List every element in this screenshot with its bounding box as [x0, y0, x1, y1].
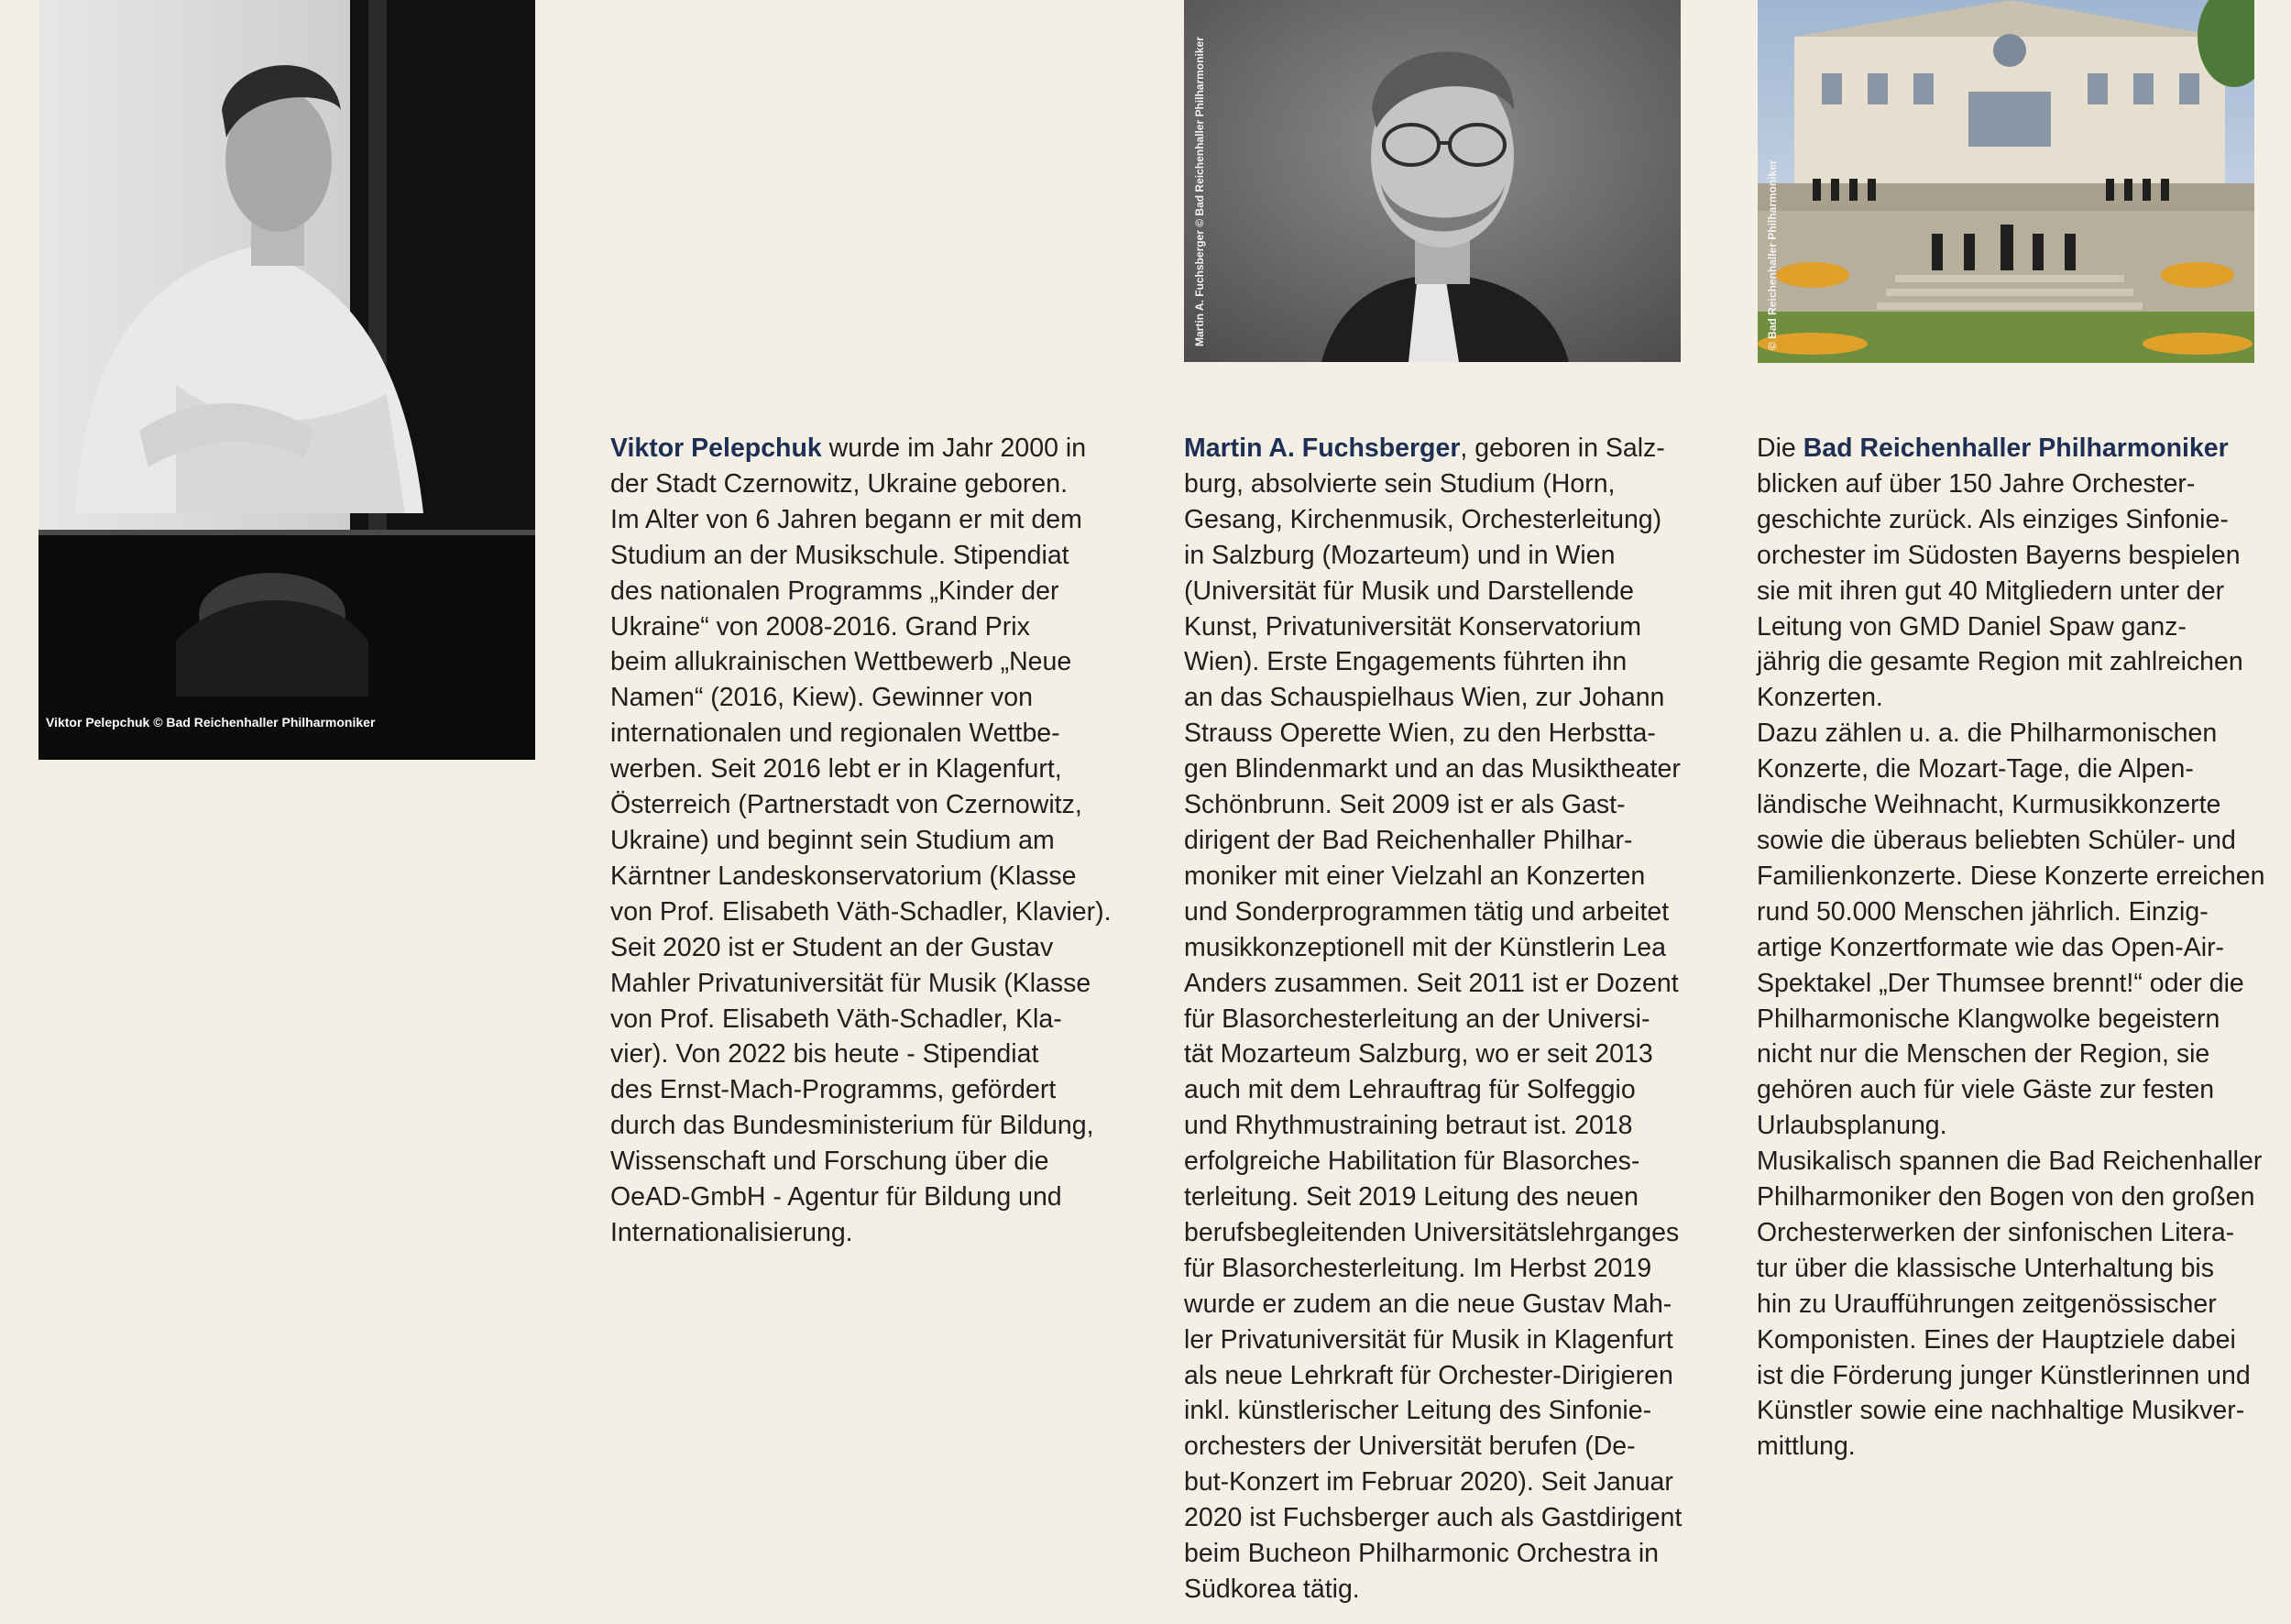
- bio-line: Wissenschaft und Forschung über die: [610, 1147, 1049, 1177]
- bio-line: beim allukrainischen Wettbewerb „Neue: [610, 647, 1072, 677]
- bio-line: artige Konzertformate wie das Open-Air-: [1757, 932, 2225, 962]
- bio-line: und Sonderprogrammen tätig und arbeitet: [1184, 896, 1670, 927]
- bio-line: jährig die gesamte Region mit zahlreichen: [1757, 647, 2243, 677]
- bio-line: Spektakel „Der Thumsee brennt!“ oder die: [1757, 968, 2244, 998]
- bio-name-martin-fuchsberger: Martin A. Fuchsberger: [1184, 433, 1461, 463]
- bio-line: but-Konzert im Februar 2020). Seit Januar: [1184, 1467, 1673, 1498]
- bio-line: wurde er zudem an die neue Gustav Mah-: [1184, 1289, 1672, 1319]
- bio-line: auch mit dem Lehrauftrag für Solfeggio: [1184, 1075, 1636, 1105]
- bio-line: Kunst, Privatuniversität Konservatorium: [1184, 611, 1641, 642]
- bio-line: Schönbrunn. Seit 2009 ist er als Gast-: [1184, 790, 1626, 820]
- bio-body: [1757, 466, 2265, 1465]
- bio-name-viktor-pelepchuk: Viktor Pelepchuk: [610, 433, 822, 463]
- bio-line: sie mit ihren gut 40 Mitgliedern unter der: [1757, 576, 2225, 606]
- bio-line: musikkonzeptionell mit der Künstlerin Lea: [1184, 932, 1666, 962]
- bio-body: [1184, 466, 1686, 1608]
- bio-line: berufsbegleitenden Universitätslehrganges: [1184, 1217, 1680, 1247]
- bio-line: der Stadt Czernowitz, Ukraine geboren.: [610, 468, 1069, 499]
- bio-line: Internationalisierung.: [610, 1217, 853, 1247]
- bio-line: erfolgreiche Habilitation für Blasorches-: [1184, 1147, 1640, 1177]
- bio-line: von Prof. Elisabeth Väth-Schadler, Kla-: [610, 1004, 1062, 1034]
- bio-line: rund 50.000 Menschen jährlich. Einzig-: [1757, 896, 2209, 927]
- bio-line: moniker mit einer Vielzahl an Konzerten: [1184, 861, 1646, 891]
- bio-line: Familienkonzerte. Diese Konzerte erreichen: [1757, 861, 2265, 891]
- bio-line: Urlaubsplanung.: [1757, 1111, 1947, 1141]
- bio-line: Seit 2020 ist er Student an der Gustav: [610, 932, 1054, 962]
- bio-line: Wien). Erste Engagements führten ihn: [1184, 647, 1628, 677]
- bio-line: nicht nur die Menschen der Region, sie: [1757, 1039, 2210, 1070]
- bio-line: Namen“ (2016, Kiew). Gewinner von: [610, 683, 1033, 713]
- bio-first-line: Viktor Pelepchuk wurde im Jahr 2000 in: [610, 433, 1087, 463]
- bio-line: und Rhythmustraining betraut ist. 2018: [1184, 1111, 1633, 1141]
- bio-line: (Universität für Musik und Darstellende: [1184, 576, 1635, 606]
- bio-line: geschichte zurück. Als einziges Sinfonie-: [1757, 504, 2229, 534]
- bio-line: gen Blindenmarkt und an das Musiktheater: [1184, 754, 1681, 785]
- bio-orchestra: [1757, 431, 2265, 1465]
- bio-name-orchestra: Bad Reichenhaller Philharmoniker: [1803, 433, 2229, 463]
- bio-viktor-pelepchuk: [610, 431, 1113, 1251]
- bio-line: Südkorea tätig.: [1184, 1575, 1360, 1604]
- bio-line: inkl. künstlerischer Leitung des Sinfonie-: [1184, 1396, 1652, 1426]
- bio-line: Anders zusammen. Seit 2011 ist er Dozent: [1184, 968, 1679, 998]
- bio-line: Komponisten. Eines der Hauptziele dabei: [1757, 1324, 2236, 1355]
- bio-line: beim Bucheon Philharmonic Orchestra in: [1184, 1539, 1659, 1569]
- bio-line: 2020 ist Fuchsberger auch als Gastdirigent: [1184, 1503, 1683, 1533]
- bio-line: Philharmonische Klangwolke begeistern: [1757, 1004, 2220, 1034]
- bio-line: ländische Weihnacht, Kurmusikkonzerte: [1757, 790, 2221, 820]
- bio-line: Ukraine) und beginnt sein Studium am: [610, 825, 1055, 855]
- bio-line: sowie die überaus beliebten Schüler- und: [1757, 825, 2236, 855]
- pianist-photo-caption: Viktor Pelepchuk © Bad Reichenhaller Philharmoniker: [46, 715, 376, 730]
- bio-line: Orchesterwerken der sinfonischen Litera-: [1757, 1217, 2235, 1247]
- bio-line: Konzerten.: [1757, 683, 1883, 713]
- bio-line: Philharmoniker den Bogen von den großen: [1757, 1182, 2255, 1213]
- bio-line: Leitung von GMD Daniel Spaw ganz-: [1757, 611, 2187, 642]
- bio-line: burg, absolvierte sein Studium (Horn,: [1184, 468, 1616, 499]
- bio-line: orchester im Südosten Bayerns bespielen: [1757, 540, 2241, 570]
- bio-line: in Salzburg (Mozarteum) und in Wien: [1184, 540, 1616, 570]
- bio-line: OeAD-GmbH - Agentur für Bildung und: [610, 1182, 1062, 1213]
- bio-line: dirigent der Bad Reichenhaller Philhar-: [1184, 825, 1633, 855]
- bio-line: als neue Lehrkraft für Orchester-Dirigieren: [1184, 1360, 1673, 1390]
- bio-line: tur über die klassische Unterhaltung bis: [1757, 1253, 2215, 1283]
- bio-line: des Ernst-Mach-Programms, gefördert: [610, 1075, 1057, 1105]
- bio-line: Im Alter von 6 Jahren begann er mit dem: [610, 504, 1082, 534]
- bio-line: für Blasorchesterleitung an der Universi-: [1184, 1004, 1650, 1034]
- bio-line: Gesang, Kirchenmusik, Orchesterleitung): [1184, 504, 1662, 534]
- bio-line: Ukraine“ von 2008-2016. Grand Prix: [610, 611, 1030, 642]
- bio-line: werben. Seit 2016 lebt er in Klagenfurt,: [610, 754, 1062, 785]
- bio-line: durch das Bundesministerium für Bildung,: [610, 1111, 1094, 1141]
- bio-line: Kärntner Landeskonservatorium (Klasse: [610, 861, 1077, 891]
- bio-line: des nationalen Programms „Kinder der: [610, 576, 1059, 606]
- bio-line: Strauss Operette Wien, zu den Herbstta-: [1184, 719, 1656, 749]
- bio-line: Mahler Privatuniversität für Musik (Klasse: [610, 968, 1091, 998]
- pianist-photo: [38, 0, 535, 760]
- bio-body: [610, 466, 1113, 1251]
- conductor-photo: [1184, 0, 1681, 362]
- bio-line: Musikalisch spannen die Bad Reichenhaller: [1757, 1147, 2263, 1177]
- bio-line: Studium an der Musikschule. Stipendiat: [610, 540, 1069, 570]
- bio-line: von Prof. Elisabeth Väth-Schadler, Klavier).: [610, 896, 1112, 927]
- bio-line: tät Mozarteum Salzburg, wo er seit 2013: [1184, 1039, 1653, 1070]
- orchestra-photo-caption: © Bad Reichenhaller Philharmoniker: [1766, 159, 1779, 350]
- bio-line: terleitung. Seit 2019 Leitung des neuen: [1184, 1182, 1639, 1213]
- bio-line: orchesters der Universität berufen (De-: [1184, 1432, 1636, 1462]
- bio-line: internationalen und regionalen Wettbe-: [610, 719, 1060, 749]
- bio-line: gehören auch für viele Gäste zur festen: [1757, 1075, 2215, 1105]
- bio-line: mittlung.: [1757, 1432, 1856, 1462]
- orchestra-photo: [1758, 0, 2254, 363]
- bio-line: Konzerte, die Mozart-Tage, die Alpen-: [1757, 754, 2194, 785]
- bio-martin-fuchsberger: [1184, 431, 1686, 1608]
- bio-line: blicken auf über 150 Jahre Orchester-: [1757, 468, 2196, 499]
- bio-line: hin zu Uraufführungen zeitgenössischer: [1757, 1289, 2217, 1319]
- bio-line: ist die Förderung junger Künstlerinnen und: [1757, 1360, 2251, 1390]
- conductor-photo-caption: Martin A. Fuchsberger © Bad Reichenhaller Philharmoniker: [1193, 37, 1206, 346]
- bio-line: Österreich (Partnerstadt von Czernowitz,: [610, 790, 1082, 820]
- bio-line: Künstler sowie eine nachhaltige Musikver-: [1757, 1396, 2245, 1426]
- bio-line: Dazu zählen u. a. die Philharmonischen: [1757, 719, 2218, 749]
- bio-line: für Blasorchesterleitung. Im Herbst 2019: [1184, 1253, 1652, 1283]
- bio-line: vier). Von 2022 bis heute - Stipendiat: [610, 1039, 1039, 1070]
- bio-line: an das Schauspielhaus Wien, zur Johann: [1184, 683, 1665, 713]
- bio-first-line: Martin A. Fuchsberger, geboren in Salz-: [1184, 433, 1665, 463]
- bio-first-line: Die Bad Reichenhaller Philharmoniker: [1757, 433, 2229, 463]
- bio-line: ler Privatuniversität für Musik in Klagenfurt: [1184, 1324, 1673, 1355]
